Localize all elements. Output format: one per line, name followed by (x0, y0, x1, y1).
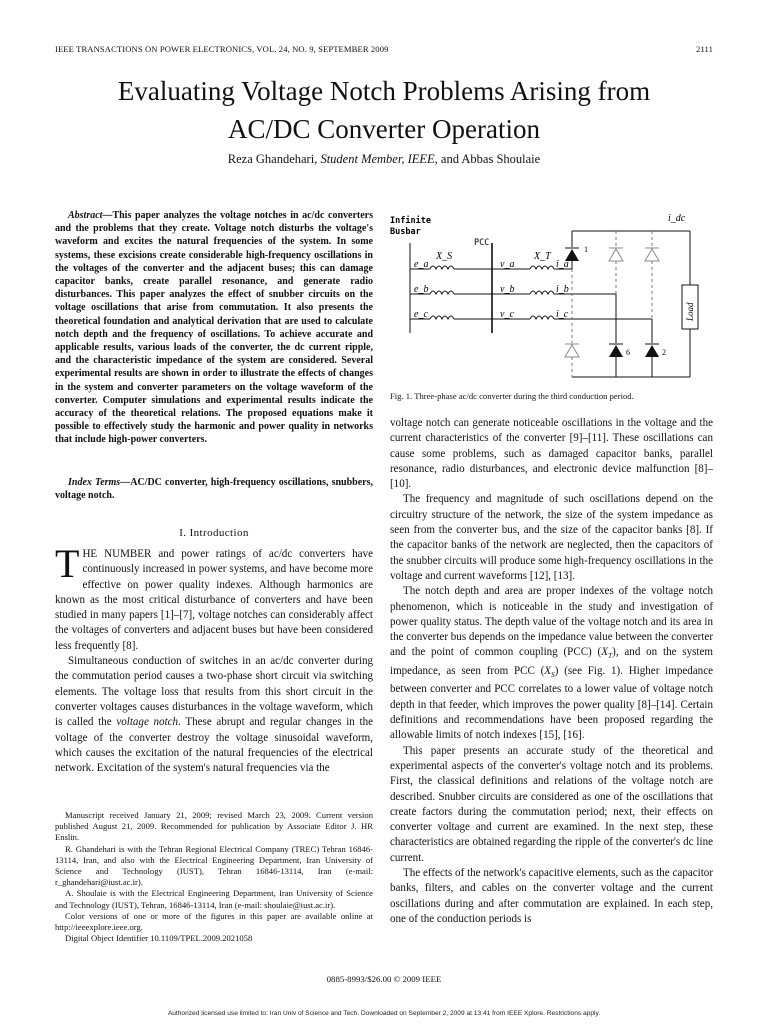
symbol-xt: X (601, 646, 608, 659)
pcc-vc: v_c (500, 309, 514, 320)
paper-title (0, 72, 768, 148)
symbol-xs: X (544, 664, 552, 677)
footnote-doi: Digital Object Identifier 10.1109/TPEL.2009.2021058 (65, 933, 253, 944)
thyristor-dashed-4 (565, 344, 579, 357)
authorized-use-line: Authorized licensed use limited to: Iran Univ of Science and Tech. Downloaded on September 2, 2009 at 13:41 from IEEE Xplore. Restrictions apply. (167, 1010, 601, 1017)
copyright-line: 0885-8993/$26.00 © 2009 IEEE (326, 974, 442, 984)
right-paragraph-1: voltage notch can generate noticeable oscillations in the voltage and the current characteristics of the converter [9]–[11]. These oscillations can cause some problems, such as damaged capacitor banks, parallel resonance, radio disturbances, and electronic device malfunction [8]–[10]. (390, 417, 713, 491)
intro-p2-text-b: . These abrupt and regular changes in the voltage of the converter destroy the voltage sinusoidal waveform, which causes the excitation of the natural frequencies of the electrical network. Excitation of the system's natural frequencies via the (55, 716, 374, 775)
current-ia: i_a (556, 259, 569, 270)
figure-1-caption: Fig. 1. Three-phase ac/dc converter during the third conduction period. (390, 391, 634, 401)
figure-1-circuit (390, 205, 713, 385)
footnote-author-1: R. Ghandehari is with the Tehran Regional Electrical Company (TREC) Tehran 16846-13114, Iran, and also with the Electrical Engineering Department, Iran University of Science and Technology (IUST), Tehran 16846-13114, Iran (e-mail: r_ghandehari@iust.ac.ir). (55, 843, 373, 888)
drop-cap: T (55, 541, 80, 586)
symbol-xs-sub: S (551, 670, 555, 680)
label-xs: X_S (436, 251, 453, 262)
right-column-body (390, 416, 713, 927)
source-ec: e_c (414, 309, 428, 320)
right-p3-text-b: ), and on the system impedance, as seen from PCC ( (390, 646, 713, 677)
intro-p2-text-a: Simultaneous conduction of switches in an ac/dc converter during the commutation period causes a two-phase short circuit via switching elements. The voltage loss that results from this short circuit in the converter voltages causes disturbances in the voltage waveform, which is called the (55, 655, 373, 729)
source-eb: e_b (414, 284, 429, 295)
author-1-role: Student Member, IEEE (320, 152, 435, 166)
right-paragraph-5: The effects of the network's capacitive elements, such as the capacitor banks, filters, and cables on the converter voltage and the current oscillations during and after commutation are explained. In each step, one of the conduction periods is (390, 867, 713, 925)
intro-p2-emphasis: voltage notch (116, 716, 179, 729)
index-terms (55, 476, 373, 502)
thyristor-label-1: 1 (584, 245, 588, 254)
label-infinite: Infinite (390, 216, 431, 226)
intro-paragraph-1 (55, 541, 373, 654)
title-line-1: Evaluating Voltage Notch Problems Arising from (117, 76, 651, 106)
footnote-manuscript: Manuscript received January 21, 2009; revised March 23, 2009. Current version published August 21, 2009. Recommended for publication by Associate Editor J. HR Enslin. (55, 810, 373, 843)
section-heading-introduction: I. Introduction (179, 527, 249, 539)
right-p3-text-c: ) (see Fig. 1). Higher impedance between converter and PCC correlates to a lower value of voltage notch depth in that feeder, which improves the power quality [8]–[14]. Certain definitions and recommendations have been proposed regarding the allowable limits of notch indexes [15], [16]. (390, 664, 713, 742)
thyristor-label-2: 2 (662, 348, 666, 357)
index-terms-text: AC/DC converter, high-frequency oscillations, snubbers, voltage notch. (55, 477, 373, 502)
label-idc: i_dc (668, 213, 686, 224)
pcc-vb: v_b (500, 284, 515, 295)
index-terms-label: Index Terms— (68, 477, 131, 488)
right-paragraph-3 (390, 584, 713, 743)
introduction-body (55, 541, 374, 776)
label-load: Load (685, 302, 695, 321)
abstract (55, 209, 373, 447)
right-p3-text-a: The notch depth and area are proper indexes of the voltage notch phenomenon, which is noticeable in the study and investigation of power quality status. The depth value of the voltage notch and its area in the converter bus depends on the impedance value between the converter and the point of common coupling (PCC) ( (390, 585, 713, 659)
journal-header: IEEE TRANSACTIONS ON POWER ELECTRONICS, VOL. 24, NO. 9, SEPTEMBER 2009 (55, 44, 389, 54)
intro-paragraph-2 (55, 654, 373, 776)
symbol-xt-sub: T (607, 651, 613, 661)
source-ea: e_a (414, 259, 429, 270)
title-line-2: AC/DC Converter Operation (228, 114, 540, 144)
right-paragraph-2: The frequency and magnitude of such oscillations depend on the circuitry structure of the network, the size of the system impedance as seen from the converter bus, and the size of the capacitor banks [8]. If the capacitor banks of the network are neglected, then the capacitors of the snubber circuits will produce some high-frequency oscillations in the voltage and current waveforms [12], [13]. (390, 493, 713, 582)
footnotes (55, 810, 373, 944)
author-line (0, 152, 768, 167)
label-pcc: PCC (474, 238, 490, 248)
label-busbar: Busbar (390, 227, 421, 237)
thyristor-6 (609, 344, 623, 357)
author-1: Reza Ghandehari, (227, 152, 321, 166)
right-paragraph-4: This paper presents an accurate study of the theoretical and experimental aspects of the converter's voltage notch and its problems. First, the classical definitions and relations of the voltage notch are described. Snubber circuits are considered as one of the oscillations that create factors during the commutation period; next, their effects on converter voltage and current are examined. In the next step, these characteristics are obtained regarding the ripple of the converter's dc line current. (390, 744, 713, 864)
intro-p1-text: HE NUMBER and power ratings of ac/dc converters have continuously increased in power systems, and have become more effective on power quality indexes. Although harmonics are known as the most critical disturbance of converters and have been studied in many papers [1]–[7], voltage notches can considerably affect the voltages of converters and adjacent buses but have been considered less frequently [8]. (55, 548, 373, 652)
thyristor-2 (645, 344, 659, 357)
label-xt: X_T (534, 251, 551, 262)
pcc-va: v_a (500, 259, 515, 270)
current-ic: i_c (556, 309, 569, 320)
thyristor-dashed-5 (645, 248, 659, 261)
abstract-text: This paper analyzes the voltage notches in ac/dc converters and the problems that they create. Voltage notch disturbs the voltage's waveform and excites the natural frequencies of the system. In some systems, these excisions create considerable high-frequency oscillations in the voltages of the converter and the adjacent buses; this can damage capacitor banks, create parallel resonance, and generate radio disturbances. This paper analyzes the effect of snubber circuits on the voltage oscillations that arise from commutation. It also presents the theoretical foundation and analytical derivation that are used to calculate notch depth and the frequency of oscillations. To achieve accurate and applicable results, various loads of the converter, the dc current ripple, and the characteristic impedance of the system are considered. Several experimental results are shown in order to illustrate the effects of changes in the system and converter parameters on the voltage waveform of the converter. Computer simulations and experimental results indicate the accuracy of the theoretical relations. The proposed equations make it possible to effectively study the harmonic and power quality in networks that include high-power converters. (55, 210, 373, 446)
page-number: 2111 (696, 44, 713, 54)
thyristor-dashed-3 (609, 248, 623, 261)
author-2: , and Abbas Shoulaie (434, 152, 541, 166)
thyristor-label-6: 6 (626, 348, 630, 357)
current-ib: i_b (556, 284, 569, 295)
footnote-color: Color versions of one or more of the figures in this paper are available online at http://ieeexplore.ieee.org. (55, 910, 373, 933)
abstract-label: Abstract— (68, 210, 113, 221)
footnote-author-2: A. Shoulaie is with the Electrical Engineering Department, Iran University of Science and Technology (IUST), Tehran, 16846-13114, Iran (e-mail: shoulaie@iust.ac.ir). (55, 888, 373, 910)
